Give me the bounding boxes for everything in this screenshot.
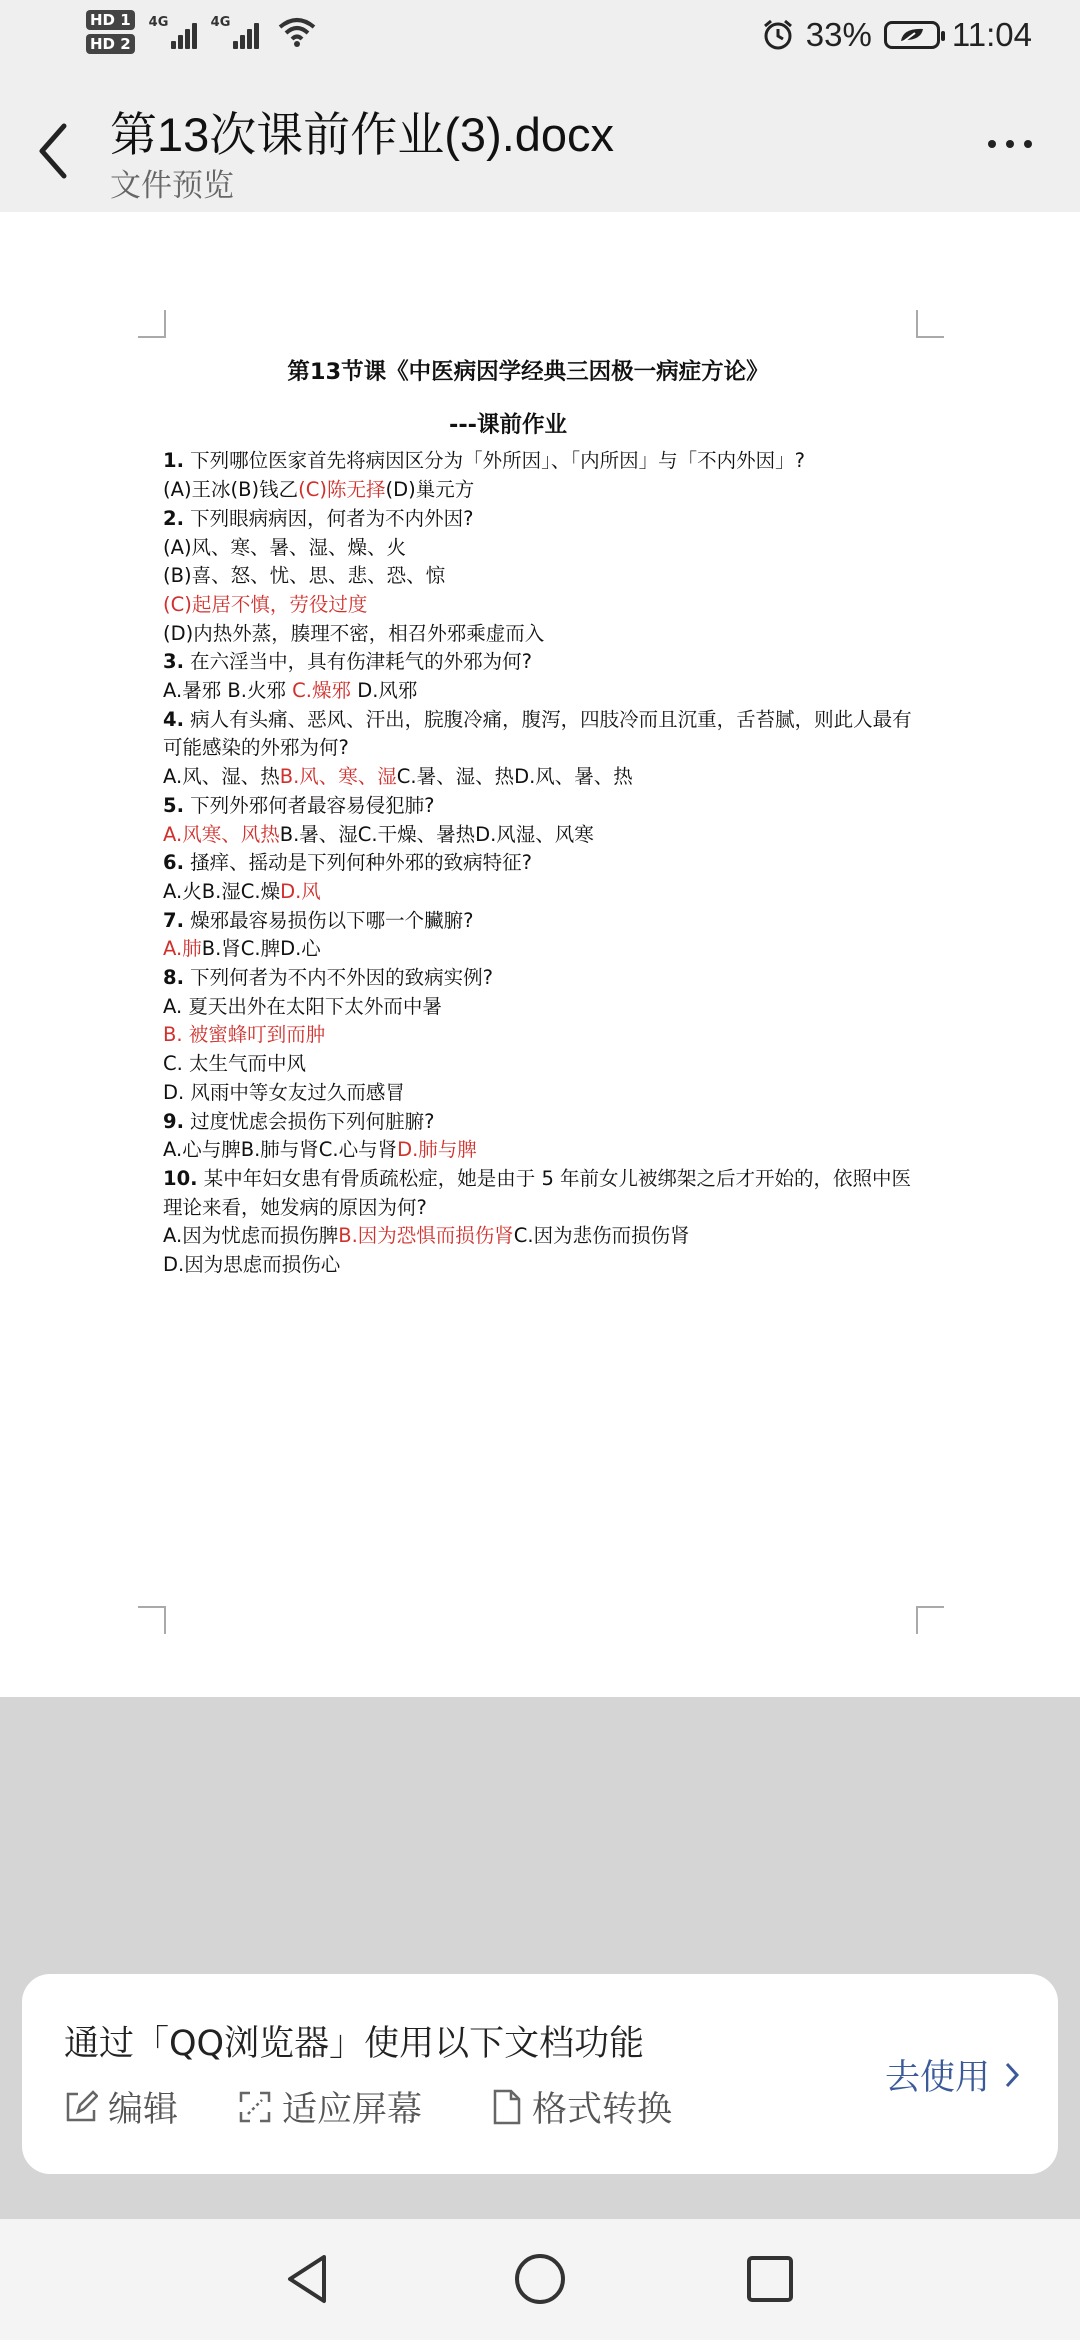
question-line (163, 1165, 923, 1222)
answer-options-line (163, 1050, 923, 1079)
network-type-2: 4G (210, 15, 231, 30)
line-text: A.风、湿、热 (163, 765, 280, 789)
correct-answer-text: D.风 (280, 879, 321, 903)
file-convert-icon (492, 2089, 522, 2125)
answer-options-line (163, 821, 923, 850)
question-number: 9. (163, 1109, 184, 1133)
document-body (163, 447, 923, 1279)
status-bar (0, 0, 1080, 80)
clock: 11:04 (951, 16, 1032, 53)
page-corner-mark (138, 1606, 166, 1634)
answer-options-line (163, 878, 923, 907)
page-corner-mark (916, 310, 944, 338)
edit-label: 编辑 (108, 2090, 179, 2130)
line-text: A.因为忧虑而损伤脾 (163, 1224, 339, 1248)
alarm-icon (762, 19, 794, 51)
question-number: 3. (163, 650, 184, 674)
app-bar (0, 80, 1080, 212)
line-text: A. 夏天出外在太阳下太外而中暑 (163, 994, 442, 1018)
line-text: (A)王冰(B)钱乙 (163, 478, 299, 502)
line-text: 下列外邪何者最容易侵犯肺? (183, 793, 435, 817)
line-text: 病人有头痛、恶风、汗出，脘腹冷痛，腹泻，四肢冷而且沉重，舌苔腻，则此人最有可能感染的外邪为何? (163, 707, 912, 760)
qq-browser-banner[interactable] (22, 1974, 1058, 2174)
answer-options-line (163, 591, 923, 620)
status-left (86, 10, 317, 54)
document-page (163, 350, 923, 1280)
answer-options-line (163, 935, 923, 964)
question-line (163, 648, 923, 677)
edit-icon (64, 2090, 98, 2124)
line-text: 搔痒、摇动是下列何种外邪的致病特征? (183, 851, 533, 875)
format-convert-feature[interactable] (492, 2082, 672, 2132)
nav-back-icon[interactable] (278, 2249, 338, 2309)
signal-icon-1 (148, 15, 197, 49)
chevron-right-icon (1004, 2061, 1020, 2089)
question-line (163, 792, 923, 821)
line-text: 过度忧虑会损伤下列何脏腑? (183, 1109, 435, 1133)
system-nav-bar (0, 2219, 1080, 2340)
answer-options-line (163, 1079, 923, 1108)
question-line (163, 1108, 923, 1137)
answer-options-line (163, 763, 923, 792)
answer-options-line (163, 1136, 923, 1165)
line-text: 燥邪最容易损伤以下哪一个臟腑? (183, 908, 474, 932)
status-right (762, 16, 1032, 54)
question-number: 8. (163, 966, 184, 990)
network-type-1: 4G (148, 15, 169, 30)
correct-answer-text: B.风、寒、湿 (279, 765, 397, 789)
question-line (163, 907, 923, 936)
correct-answer-text: (C)陈无择 (298, 478, 386, 502)
question-line (163, 447, 923, 476)
nav-home-icon[interactable] (510, 2249, 570, 2309)
answer-options-line (163, 562, 923, 591)
document-title: 第13节课《中医病因学经典三因极一病症方论》 (287, 359, 769, 385)
nav-recents-icon[interactable] (740, 2249, 800, 2309)
correct-answer-text: A.肺 (163, 937, 202, 961)
document-subtitle: ---课前作业 (448, 411, 567, 438)
answer-options-line (163, 1251, 923, 1280)
line-text: C. 太生气而中风 (163, 1052, 307, 1076)
back-arrow-icon[interactable] (30, 116, 80, 186)
answer-options-line (163, 534, 923, 563)
line-text: 下列哪位医家首先将病因区分为「外所因」、「内所因」与「不内外因」? (183, 449, 806, 473)
fit-screen-icon (238, 2090, 272, 2124)
line-text: (B)喜、怒、忧、思、悲、恐、惊 (163, 564, 446, 588)
banner-title: 通过「QQ浏览器」使用以下文档功能 (64, 2024, 645, 2064)
line-text: D.风邪 (351, 679, 418, 703)
question-number: 10. (163, 1166, 198, 1190)
hd2-badge: HD 2 (86, 34, 135, 54)
question-line (163, 505, 923, 534)
correct-answer-text: D.肺与脾 (397, 1138, 477, 1162)
line-text: (A)风、寒、暑、湿、燥、火 (163, 535, 407, 559)
line-text: (D)巢元方 (385, 478, 475, 502)
question-number: 7. (163, 908, 184, 932)
correct-answer-text: B.因为恐惧而损伤肾 (338, 1224, 514, 1248)
more-options-icon[interactable] (988, 140, 1032, 148)
question-number: 4. (163, 707, 184, 731)
line-text: B.肾C.脾D.心 (201, 937, 321, 961)
line-text: C.因为悲伤而损伤肾 (513, 1224, 690, 1248)
line-text: B.暑、湿C.干燥、暑热D.风湿、风寒 (279, 822, 594, 846)
correct-answer-text: C.燥邪 (292, 679, 351, 703)
question-number: 1. (163, 449, 184, 473)
answer-options-line (163, 620, 923, 649)
signal-icon-2 (210, 15, 259, 49)
fit-screen-label: 适应屏幕 (282, 2090, 423, 2130)
line-text: D. 风雨中等女友过久而感冒 (163, 1080, 405, 1104)
line-text: C.暑、湿、热D.风、暑、热 (396, 765, 633, 789)
answer-options-line (163, 1222, 923, 1251)
battery-saver-icon (884, 21, 940, 49)
page-corner-mark (916, 1606, 944, 1634)
hd-indicators (86, 10, 135, 54)
file-title: 第13次课前作业(3).docx (110, 108, 615, 161)
line-text: 下列何者为不内不外因的致病实例? (183, 966, 494, 990)
correct-answer-text: (C)起居不慎，劳役过度 (163, 592, 368, 616)
line-text: A.火B.湿C.燥 (163, 879, 281, 903)
question-number: 2. (163, 506, 184, 530)
answer-options-line (163, 476, 923, 505)
page-corner-mark (138, 310, 166, 338)
wifi-icon (277, 15, 317, 49)
line-text: A.心与脾B.肺与肾C.心与肾 (163, 1138, 398, 1162)
question-line (163, 849, 923, 878)
line-text: 在六淫当中，具有伤津耗气的外邪为何? (183, 650, 533, 674)
line-text: 某中年妇女患有骨质疏松症，她是由于 5 年前女儿被绑架之后才开始的，依照中医理论来看，她发病的原因为何? (163, 1166, 912, 1219)
answer-options-line (163, 677, 923, 706)
hd1-badge: HD 1 (86, 10, 135, 30)
line-text: A.暑邪 B.火邪 (163, 679, 293, 703)
answer-options-line (163, 993, 923, 1022)
edit-feature[interactable] (64, 2082, 178, 2132)
correct-answer-text: B. 被蜜蜂叮到而肿 (163, 1023, 326, 1047)
answer-options-line (163, 1021, 923, 1050)
go-use-label: 去使用 (884, 2058, 990, 2098)
go-use-button[interactable] (885, 2050, 1020, 2100)
question-number: 5. (163, 793, 184, 817)
file-preview-label: 文件预览 (110, 168, 234, 204)
line-text: (D)内热外蒸，腠理不密，相召外邪乘虚而入 (163, 621, 545, 645)
question-line (163, 706, 923, 763)
document-preview[interactable] (0, 212, 1080, 1697)
correct-answer-text: A.风寒、风热 (163, 822, 280, 846)
question-line (163, 964, 923, 993)
format-convert-label: 格式转换 (532, 2090, 673, 2130)
line-text: D.因为思虑而损伤心 (163, 1253, 341, 1277)
fit-screen-feature[interactable] (238, 2082, 422, 2132)
line-text: 下列眼病病因，何者为不内外因? (183, 506, 474, 530)
question-number: 6. (163, 851, 184, 875)
battery-percent: 33% (805, 16, 872, 53)
